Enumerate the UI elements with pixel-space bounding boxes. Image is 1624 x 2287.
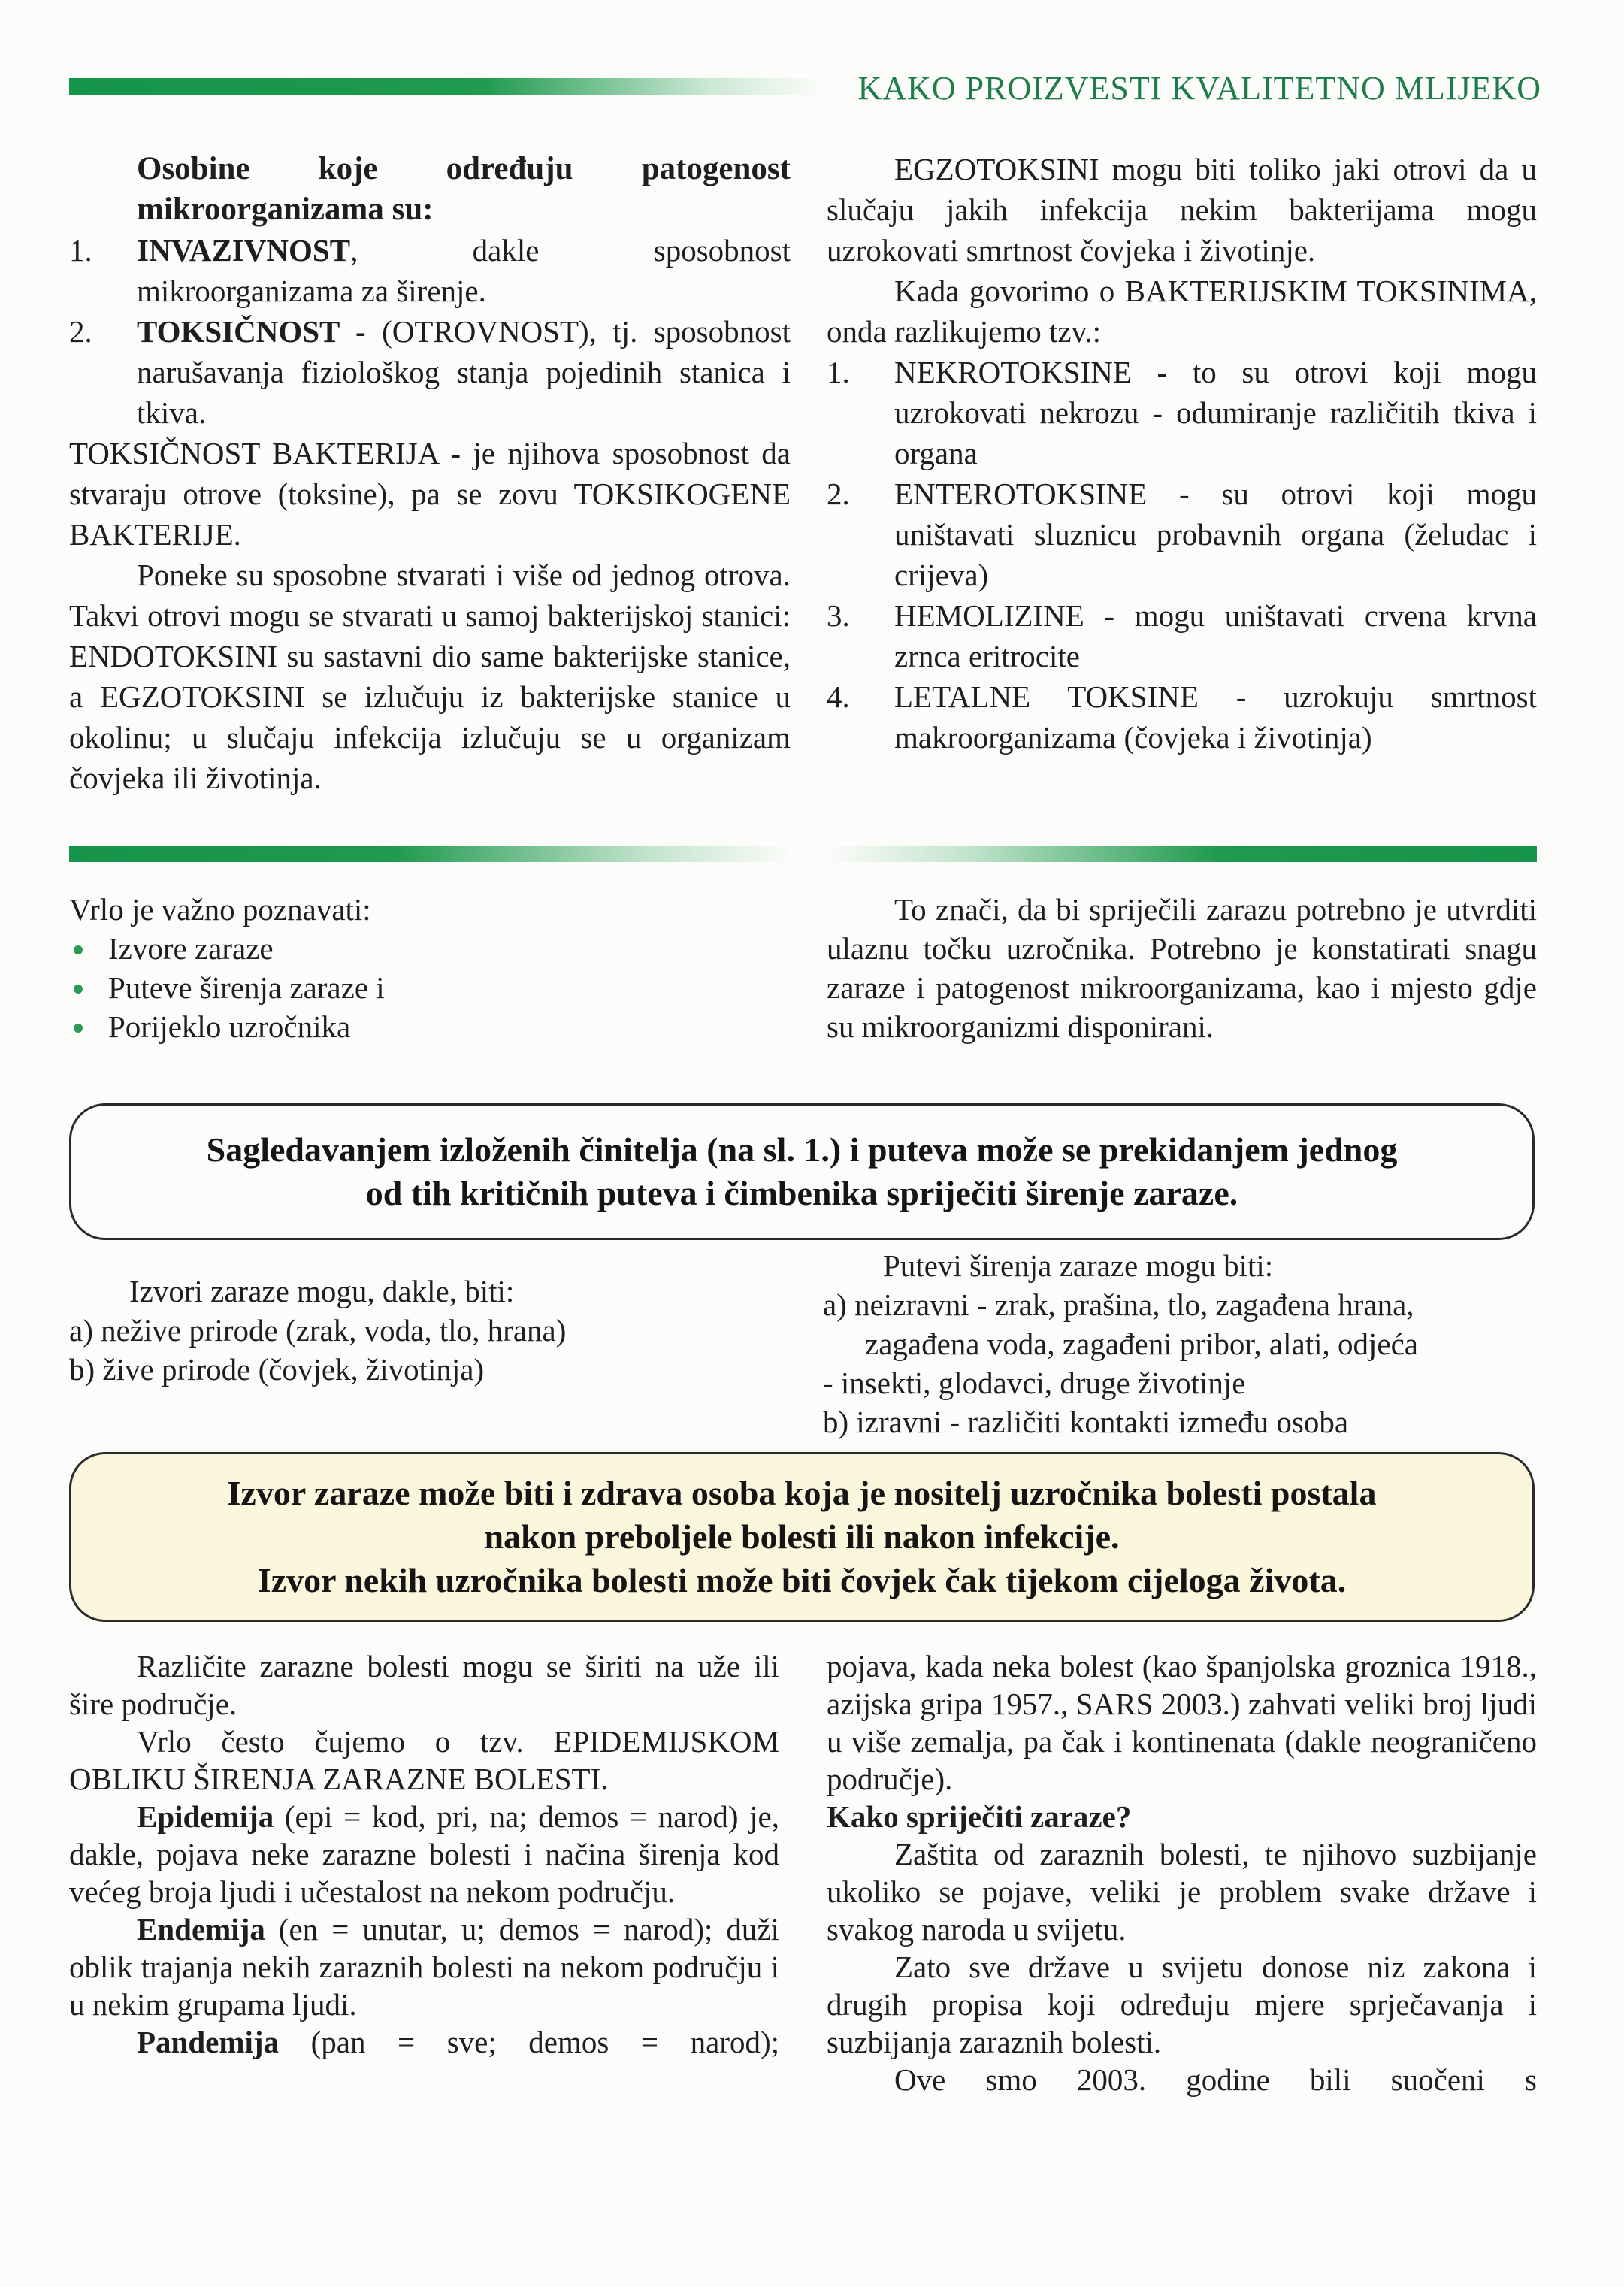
box-line-1: Sagledavanjem izloženih činitelja (na sl. 1.) i puteva može se prekidanjem jednog xyxy=(206,1130,1398,1169)
know-list xyxy=(69,929,791,1046)
endemija-term: Endemija xyxy=(137,1912,265,1947)
toxicity-paragraph: TOKSIČNOST BAKTERIJA - je njihova sposobnost da stvaraju otrove (toksine), pa se zovu TOKSIKOGENE BAKTERIJE. xyxy=(69,436,791,552)
endemija-text: (en = unutar, u; demos = narod); duži oblik trajanja nekih zaraznih bolesti na nekom području i u nekim grupama ljudi. xyxy=(69,1912,779,2022)
laws-paragraph: Zato sve države u svijetu donose niz zakona i drugih propisa koji određuju mjere sprječavanja i suzbijanja zaraznih bolesti. xyxy=(827,1950,1537,2059)
prevention-heading: Kako spriječiti zaraze? xyxy=(827,1799,1132,1834)
header-green-bar xyxy=(69,78,821,95)
item-term: INVAZIVNOST xyxy=(137,233,351,268)
box-line-3: Izvor nekih uzročnika bolesti može biti čovjek čak tijekom cijeloga života. xyxy=(257,1561,1347,1599)
item-text: NEKROTOKSINE - to su otrovi koji mogu uzrokovati nekrozu - odumiranje različitih tkiva i organa xyxy=(894,355,1537,470)
left-bottom-column xyxy=(69,1647,779,2061)
list-item: Izvore zaraze xyxy=(69,929,791,968)
pandemic-paragraph: pojava, kada neka bolest (kao španjolska groznica 1918., azijska gripa 1957., SARS 2003.) zahvati veliki broj ljudi u više zemalja, pa čak i kontinenata (dakle neograničeno područje). xyxy=(827,1649,1537,1796)
protection-paragraph: Zaštita od zaraznih bolesti, te njihovo suzbijanje ukoliko se pojave, veliki je problem svake države i svakog naroda u svijetu. xyxy=(827,1837,1537,1947)
item-term: TOKSIČNOST - xyxy=(137,314,366,349)
right-mid-column xyxy=(827,890,1537,1046)
paths-column xyxy=(823,1246,1544,1441)
item-text: LETALNE TOKSINE - uzrokuju smrtnost makroorganizama (čovjeka i životinja) xyxy=(894,679,1537,755)
paths-item-a-cont2: - insekti, glodavci, druge životinje xyxy=(823,1366,1246,1400)
box-line-1: Izvor zaraze može biti i zdrava osoba koja je nositelj uzročnika bolesti postala xyxy=(227,1474,1377,1512)
box-line-2: od tih kritičnih puteva i čimbenika spriječiti širenje zaraze. xyxy=(365,1174,1238,1212)
running-title: KAKO PROIZVESTI KVALITETNO MLIJEKO xyxy=(857,70,1541,107)
endemija-paragraph xyxy=(69,1910,779,2023)
toxin-item-4 xyxy=(827,676,1537,758)
left-top-column xyxy=(69,149,791,798)
right-bottom-column xyxy=(827,1647,1537,2098)
list-item: Puteve širenja zaraze i xyxy=(69,968,791,1007)
exotoxins-paragraph: EGZOTOKSINI mogu biti toliko jaki otrovi da u slučaju jakih infekcija nekim bakterijama mogu uzrokovati smrtnost čovjeka i životinje. xyxy=(827,152,1537,268)
property-item-1 xyxy=(69,230,791,311)
sources-item-a: a) nežive prirode (zrak, voda, tlo, hrana) xyxy=(69,1313,567,1348)
toxins-paragraph: Poneke su sposobne stvarati i više od jednog otrova. Takvi otrovi mogu se stvarati u samoj bakterijskoj stanici: ENDOTOKSINI su sastavni dio same bakterijske stanice, a EGZOTOKSINI se izlučuju iz bakterijske stanice u okolinu; u slučaju infekcija izlučuju se u organizam čovjeka ili životinja. xyxy=(69,558,791,795)
know-intro: Vrlo je važno poznavati: xyxy=(69,892,371,927)
epidemic-form-paragraph: Vrlo često čujemo o tzv. EPIDEMIJSKOM OBLIKU ŠIRENJA ZARAZNE BOLESTI. xyxy=(69,1724,779,1796)
box-line-2: nakon preboljele bolesti ili nakon infekcije. xyxy=(484,1517,1120,1556)
epidemija-text: (epi = kod, pri, na; demos = narod) je, dakle, pojava neke zarazne bolesti i načina širenja kod većeg broja ljudi i učestalost na nekom području. xyxy=(69,1799,779,1909)
toxin-item-2 xyxy=(827,473,1537,595)
right-top-column xyxy=(827,149,1537,758)
toxin-item-1 xyxy=(827,352,1537,473)
paths-title: Putevi širenja zaraze mogu biti: xyxy=(883,1248,1274,1283)
item-number: 3. xyxy=(827,598,850,633)
property-item-2 xyxy=(69,311,791,433)
item-number: 2. xyxy=(69,314,92,349)
item-text: , dakle sposobnost mikroorganizama za širenje. xyxy=(137,233,791,308)
diseases-spread-paragraph: Različite zarazne bolesti mogu se širiti na uže ili šire područje. xyxy=(69,1649,779,1721)
pandemija-text: (pan = sve; demos = narod); xyxy=(279,2025,779,2059)
item-number: 2. xyxy=(827,476,850,511)
toxin-item-3 xyxy=(827,595,1537,676)
list-item: Porijeklo uzročnika xyxy=(69,1007,791,1046)
item-number: 1. xyxy=(827,355,850,389)
year-paragraph: Ove smo 2003. godine bili suočeni s xyxy=(894,2062,1537,2097)
paths-item-a: a) neizravni - zrak, prašina, tlo, zagađena hrana, xyxy=(823,1287,1414,1322)
bacterial-toxins-paragraph: Kada govorimo o BAKTERIJSKIM TOKSINIMA, onda razlikujemo tzv.: xyxy=(827,274,1537,349)
paths-item-a-cont: zagađena voda, zagađeni pribor, alati, odjeća xyxy=(865,1327,1418,1361)
prevention-paragraph: To znači, da bi spriječili zarazu potrebno je utvrditi ulaznu točku uzročnika. Potrebno je konstatirati snagu zaraze i patogenost mikroorganizama, kao i mjesto gdje su mikroorganizmi disponirani. xyxy=(827,892,1537,1044)
sources-column xyxy=(69,1266,791,1389)
key-message-box xyxy=(69,1103,1535,1240)
item-number: 1. xyxy=(69,233,92,268)
item-text: ENTEROTOKSINE - su otrovi koji mogu uništavati sluznicu probavnih organa (želudac i crijeva) xyxy=(894,476,1537,592)
item-text: (OTROVNOST), tj. sposobnost narušavanja fiziološkog stanja pojedinih stanica i tkiva. xyxy=(137,314,791,430)
carrier-warning-box xyxy=(69,1452,1535,1622)
pandemija-paragraph xyxy=(69,2023,779,2061)
right-mid-green-bar xyxy=(827,846,1537,862)
pandemija-term: Pandemija xyxy=(137,2025,280,2059)
left-mid-column xyxy=(69,890,791,1046)
sources-item-b: b) žive prirode (čovjek, životinja) xyxy=(69,1352,485,1387)
item-text: HEMOLIZINE - mogu uništavati crvena krvna zrnca eritrocite xyxy=(894,598,1537,673)
pathogenicity-heading: Osobine koje određuju patogenost mikroorganizama su: xyxy=(137,151,791,227)
paths-item-b: b) izravni - različiti kontakti između osoba xyxy=(823,1405,1349,1439)
left-mid-green-bar xyxy=(69,846,791,862)
epidemija-term: Epidemija xyxy=(137,1799,274,1834)
sources-title: Izvori zaraze mogu, dakle, biti: xyxy=(129,1274,515,1308)
epidemija-paragraph xyxy=(69,1798,779,1910)
item-number: 4. xyxy=(827,679,850,714)
